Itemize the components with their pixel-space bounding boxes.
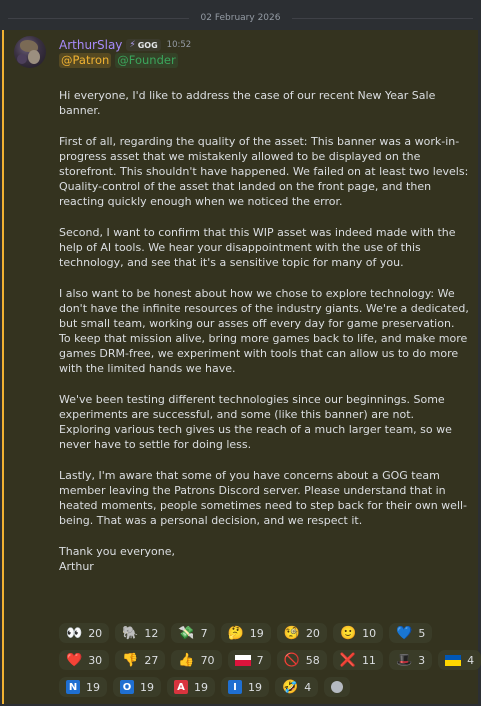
reaction-red-heart[interactable] xyxy=(59,650,109,670)
date-divider xyxy=(0,10,481,26)
reaction-letter-a[interactable] xyxy=(167,677,215,697)
red-heart-icon: ❤️ xyxy=(66,652,83,668)
cross-mark-icon: ❌ xyxy=(339,652,356,668)
reaction-thumbs-up[interactable] xyxy=(171,650,221,670)
reaction-cross-mark[interactable] xyxy=(333,650,383,670)
reaction-letter-o[interactable] xyxy=(113,677,161,697)
reaction-count: 19 xyxy=(249,626,264,640)
paragraph: Hi everyone, I'd like to address the case of our recent New Year Sale banner. xyxy=(59,89,436,117)
paragraph: We've been testing different technologies since our beginnings. Some experiments are successful, and some (like this banner) are not. Exploring various tech gives us the reach of a much larger team, so we never have to settle for doing less. xyxy=(59,393,452,451)
poland-flag-icon xyxy=(235,655,251,666)
reactions-bar xyxy=(59,623,474,704)
thumbs-down-icon: 👎 xyxy=(122,652,139,668)
thumbs-up-icon: 👍 xyxy=(178,652,195,668)
thinking-face-icon: 🤔 xyxy=(227,625,244,641)
reaction-row xyxy=(59,650,474,670)
reaction-poland-flag[interactable] xyxy=(228,650,271,670)
reaction-slight-smile[interactable] xyxy=(333,623,383,643)
reaction-letter-n[interactable] xyxy=(59,677,107,697)
slight-smile-icon: 🙂 xyxy=(339,625,357,641)
reaction-eyes[interactable] xyxy=(59,623,109,643)
paragraph: I also want to be honest about how we chose to explore technology: We don't have the infinite resources of the industry giants. We're a dedicated, but small team, working our asses off every day for game preservation. To keep that mission alive, bring more games back to life, and make more games DRM-free, we experiment with tools that can allow us to do more with the limited hands we have. xyxy=(59,287,469,375)
paragraph: Lastly, I'm aware that some of you have concerns about a GOG team member leaving the Patrons Discord server. Please understand that in heated moments, people sometimes need to step back for their own well-being. That was a personal decision, and we respect it. xyxy=(59,469,468,527)
no-ai-icon: 🚫 xyxy=(283,652,300,668)
add-reaction-button[interactable] xyxy=(324,677,350,697)
avatar[interactable] xyxy=(14,36,46,68)
reaction-count: 30 xyxy=(88,653,103,667)
money-icon: 💸 xyxy=(178,625,195,641)
date-divider-text: 02 February 2026 xyxy=(200,13,281,23)
reaction-count: 4 xyxy=(467,653,475,667)
mention-founder[interactable]: @Founder xyxy=(117,53,176,67)
reaction-rofl[interactable] xyxy=(275,677,318,697)
timestamp: 10:52 xyxy=(166,40,192,50)
add-reaction-icon xyxy=(331,681,343,693)
monocle-face-icon: 🧐 xyxy=(283,625,300,641)
reaction-count: 19 xyxy=(140,680,154,694)
message xyxy=(2,30,478,704)
guild-tag-icon: ⚡ xyxy=(129,40,136,50)
mention-patron[interactable]: @Patron xyxy=(61,53,110,67)
rofl-icon: 🤣 xyxy=(282,679,299,695)
guild-tag[interactable] xyxy=(126,39,160,51)
reaction-wizard-hat[interactable] xyxy=(389,650,432,670)
reaction-letter-i[interactable] xyxy=(221,677,269,697)
reaction-row xyxy=(59,623,474,643)
reaction-count: 20 xyxy=(88,626,103,640)
reaction-count: 5 xyxy=(418,626,426,640)
reaction-count: 3 xyxy=(418,653,426,667)
reaction-count: 7 xyxy=(256,653,264,667)
reaction-count: 19 xyxy=(194,680,208,694)
letter-n-icon: N xyxy=(66,680,80,694)
elephant-icon: 🐘 xyxy=(122,625,139,641)
reaction-money[interactable] xyxy=(171,623,214,643)
reaction-blue-heart[interactable] xyxy=(389,623,432,643)
reaction-row xyxy=(59,677,474,697)
wizard-hat-icon: 🎩 xyxy=(395,652,413,668)
reaction-count: 4 xyxy=(304,680,312,694)
reaction-count: 58 xyxy=(305,653,320,667)
reaction-thumbs-down[interactable] xyxy=(115,650,165,670)
signoff-name: Arthur xyxy=(59,560,94,573)
reaction-count: 10 xyxy=(362,626,377,640)
reaction-count: 11 xyxy=(361,653,376,667)
divider-line xyxy=(292,18,473,19)
guild-tag-label: GOG xyxy=(137,40,158,50)
paragraph: First of all, regarding the quality of the asset: This banner was a work-in-progress asset that we mistakenly allowed to be displayed on the storefront. This shouldn't have happened. We failed on at least two levels: Quality-control of the asset that landed on the front page, and then reacting quickly enough when we noticed the error. xyxy=(59,135,469,208)
message-body xyxy=(59,88,469,574)
reaction-monocle[interactable] xyxy=(277,623,327,643)
message-header xyxy=(59,38,191,52)
reaction-count: 7 xyxy=(200,626,208,640)
eyes-icon: 👀 xyxy=(66,625,83,641)
reaction-count: 20 xyxy=(305,626,320,640)
author-name[interactable]: ArthurSlay xyxy=(59,38,123,52)
letter-o-icon: O xyxy=(120,680,134,694)
reaction-count: 70 xyxy=(200,653,215,667)
reaction-count: 27 xyxy=(144,653,159,667)
reaction-thinking[interactable] xyxy=(221,623,271,643)
letter-a-icon: A xyxy=(174,680,188,694)
ukraine-flag-icon xyxy=(445,655,461,666)
paragraph: Second, I want to confirm that this WIP asset was indeed made with the help of AI tools. We hear your disappointment with the use of this technology, and see that it's a sensitive topic for many of you. xyxy=(59,226,456,269)
reaction-no-ai[interactable] xyxy=(277,650,327,670)
signoff-line: Thank you everyone, xyxy=(59,545,176,558)
role-mentions xyxy=(59,53,178,68)
reaction-count: 12 xyxy=(144,626,159,640)
reaction-count: 19 xyxy=(248,680,262,694)
divider-line xyxy=(8,18,189,19)
blue-heart-icon: 💙 xyxy=(396,625,413,641)
letter-i-icon: I xyxy=(228,680,242,694)
reaction-count: 19 xyxy=(86,680,100,694)
reaction-elephant[interactable] xyxy=(115,623,165,643)
reaction-ukraine-flag[interactable] xyxy=(438,650,481,670)
